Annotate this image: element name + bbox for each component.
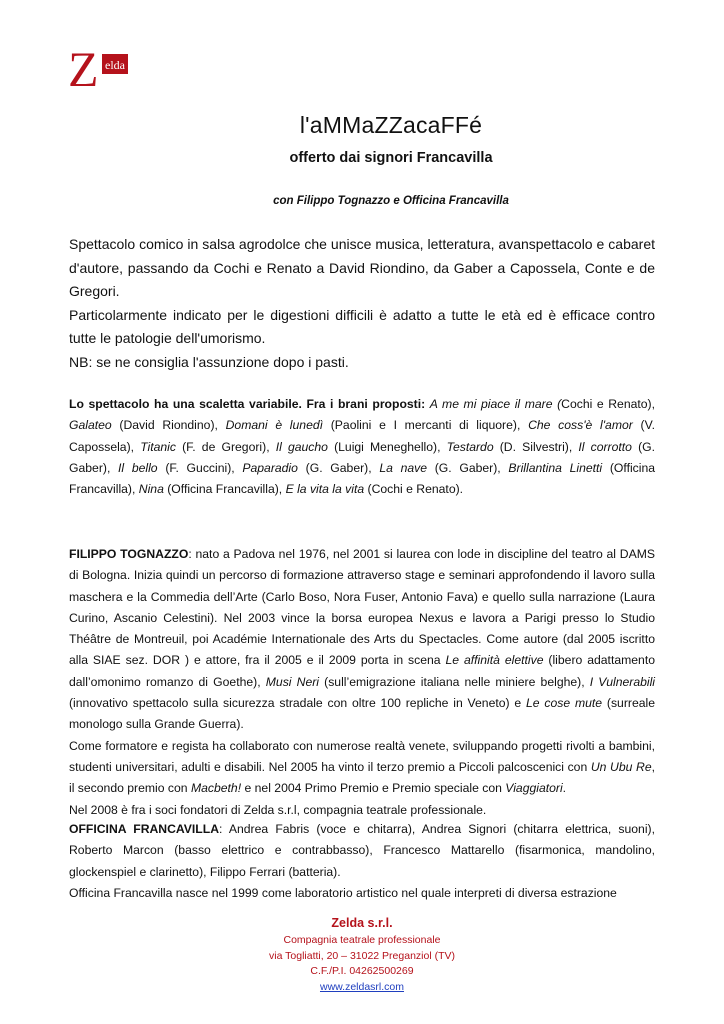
song-author: (D. Silvestri)	[499, 439, 569, 454]
song-author: (Cochi e Renato).	[367, 482, 464, 497]
song-author: (G. Gaber)	[305, 460, 369, 475]
song-title: A me mi piace il mare (	[429, 397, 562, 411]
bio-name: OFFICINA FRANCAVILLA	[69, 822, 219, 836]
song-title: La nave	[379, 460, 428, 475]
song-list-lead: Lo spettacolo ha una scaletta variabile. Fra i brani proposti:	[69, 397, 426, 411]
footer-company: Zelda s.r.l.	[331, 916, 393, 930]
song-title: Brillantina Linetti	[508, 460, 603, 475]
bio-text: Nel 2008 è fra i soci fondatori di Zelda s.r.l, compagnia teatrale professionale.	[69, 802, 487, 817]
song-title: Il gaucho	[275, 439, 328, 454]
song-author: Cochi e Renato)	[561, 397, 652, 411]
intro-note: NB: se ne consiglia l'assunzione dopo i pasti.	[69, 353, 349, 370]
cast-line: con Filippo Tognazzo e Officina Francavilla	[273, 195, 509, 207]
page-subtitle: offerto dai signori Francavilla	[289, 150, 493, 166]
footer-vat: C.F./P.I. 04262500269	[310, 965, 414, 977]
bio-text: : nato a Padova nel 1976, nel 2001 si laurea con lode in discipline del teatro al DAMS di Bologna. Inizia quindi un percorso di formazione attraverso stage e seminari approfondendo il lavoro sulla maschera e la Commedia dell’Arte (Carlo Boso, Nora Fuser, Antonio Fava) e quello sulla narrazione (Laura Curino, Ascanio Celestini). Nel 2003 vince la borsa europea Nexus e lavora a Parigi presso lo Studio Théâtre de Montreuil, poi Académie Internationale des Arts du Spectacles. Come autore (dal 2005 iscritto alla SIAE sez. DOR ) e attore, fra il 2005 e il 2009 porta in scena	[69, 547, 655, 668]
song-author: (Officina Francavilla)	[167, 482, 279, 497]
work-title: Le affinità elettive	[445, 653, 544, 668]
song-title: Titanic	[140, 439, 176, 454]
bio-text: (innovativo spettacolo sulla sicurezza stradale con oltre 100 repliche in Veneto) e	[69, 696, 527, 711]
bio-text: (surreale monologo sulla Grande Guerra).	[69, 696, 655, 732]
song-title: Paparadio	[242, 460, 298, 475]
footer-address: via Togliatti, 20 – 31022 Preganziol (TV)	[269, 949, 455, 962]
song-author: (Luigi Meneghello)	[334, 439, 438, 454]
page-footer	[0, 913, 724, 995]
work-title: Macbeth!	[190, 781, 242, 796]
officina-bio-section	[69, 819, 655, 900]
bio-text: Come formatore e regista ha collaborato con numerose realtà venete, sviluppando progetti rivolti a bambini, studenti universitari, adulti e disabili. Nel 2005 ha vinto il terzo premio a Piccoli palcoscenici con	[69, 738, 655, 774]
intro-paragraph: Spettacolo comico in salsa agrodolce che unisce musica, letteratura, avanspettacolo e cabaret d'autore, passando da Cochi e Renato a David Riondino, da Gaber a Capossela, Conte e de Gregori.	[69, 236, 655, 299]
song-author: (F. Guccini)	[165, 460, 232, 475]
page-title: l'aMMaZZacaFFé	[299, 112, 483, 138]
logo-letter: Z	[68, 41, 99, 96]
logo-word: elda	[105, 58, 125, 72]
work-title: Un Ubu Re	[590, 759, 652, 774]
bio-name: FILIPPO TOGNAZZO	[69, 547, 189, 561]
song-author: (Paolini e I mercanti di liquore)	[330, 418, 517, 433]
work-title: Le cose mute	[526, 696, 603, 711]
song-title: Il bello	[118, 460, 158, 475]
song-author: (F. de Gregori)	[182, 439, 267, 454]
bio-text: (sull’emigrazione italiana nelle miniere belghe),	[319, 674, 590, 689]
footer-website-link[interactable]: www.zeldasrl.com	[319, 980, 405, 993]
bio-text: Officina Francavilla nasce nel 1999 come laboratorio artistico nel quale interpreti di diversa estrazione	[69, 885, 617, 900]
bio-text: : Andrea Fabris (voce e chitarra), Andrea Signori (chitarra elettrica, suoni), Roberto Marcon (basso elettrico e contrabbasso), Francesco Mattarello (fisarmonica, mandolino, glockenspiel e clarinetto), Filippo Ferrari (batteria).	[69, 822, 655, 879]
work-title: Viaggiatori	[505, 781, 563, 796]
bio-text: , il secondo premio con	[69, 759, 655, 796]
zelda-logo	[66, 40, 130, 96]
intro-section	[69, 233, 655, 374]
song-author: (V. Capossela)	[69, 418, 655, 454]
song-list-section: Lo spettacolo ha una scaletta variabile. Fra i brani proposti: A me mi piace il mare (Cochi e Renato), Galateo (David Riondino), Domani è lunedì (Paolini e I mercanti di liquore), Che coss'è l'amor (V. Capossela), Titanic (F. de Gregori), Il gaucho (Luigi Meneghello), Testardo (D. Silvestri), Il corrotto (G. Gaber), Il bello (F. Guccini), Paparadio (G. Gaber), La nave (G. Gaber), Brillantina Linetti (Officina Francavilla), Nina (Officina Francavilla), E la vita la vita (Cochi e Renato).	[69, 397, 656, 497]
bio-text: (libero adattamento dall’omonimo romanzo di Goethe),	[69, 653, 655, 689]
intro-paragraph: Particolarmente indicato per le digestioni difficili è adatto a tutte le età ed è efficace contro tutte le patologie dell'umorismo.	[69, 306, 655, 346]
song-title: Che coss'è l'amor	[528, 418, 633, 433]
song-author: (G. Gaber)	[69, 439, 656, 475]
song-author: (Officina Francavilla)	[69, 460, 656, 497]
song-title: Nina	[138, 482, 164, 497]
bio-text: e nel 2004 Primo Premio e Premio speciale con	[241, 781, 506, 796]
song-title: Galateo	[69, 418, 112, 433]
song-title: Testardo	[446, 439, 494, 454]
work-title: Musi Neri	[265, 674, 319, 689]
bio-text: .	[562, 781, 567, 796]
filippo-bio-section	[69, 544, 655, 821]
song-title: E la vita la vita	[285, 482, 365, 497]
song-author: (David Riondino)	[119, 418, 215, 433]
song-author: (G. Gaber)	[434, 460, 498, 475]
footer-tagline: Compagnia teatrale professionale	[283, 934, 441, 946]
song-title: Il corrotto	[578, 439, 632, 454]
work-title: I Vulnerabili	[589, 674, 655, 689]
song-title: Domani è lunedì	[225, 418, 324, 433]
